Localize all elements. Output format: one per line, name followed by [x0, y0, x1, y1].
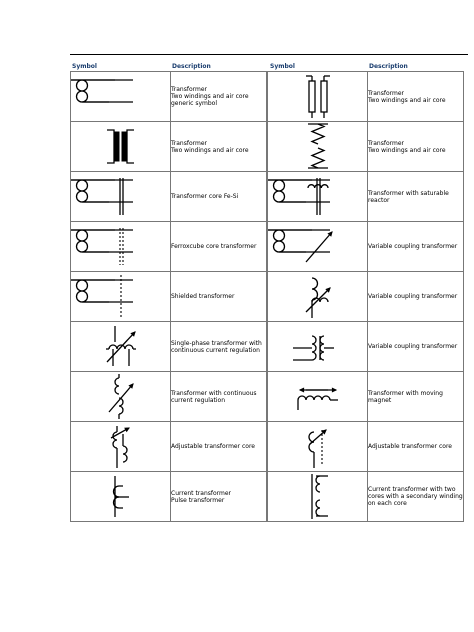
description-line: Transformer with moving	[368, 389, 443, 397]
symbol-cell	[71, 172, 171, 222]
description-line: Two windings and air core	[368, 96, 446, 104]
description-cell	[171, 372, 267, 422]
description-cell	[368, 272, 464, 322]
right-table-row	[268, 372, 464, 422]
right-table-row	[268, 322, 464, 372]
symbol-cell	[268, 72, 368, 122]
description-line: reactor	[368, 196, 390, 204]
symbol-cell	[71, 72, 171, 122]
right-table-row	[268, 472, 464, 522]
left-table-row	[71, 172, 267, 222]
description-line: generic symbol	[171, 100, 218, 107]
description-cell	[171, 472, 267, 522]
variable-coupling-transformer-2-icon	[268, 272, 367, 321]
symbol-cell	[268, 122, 368, 172]
transformer-fe-si-core-icon	[71, 172, 170, 221]
description-cell	[368, 172, 464, 222]
symbol-cell	[71, 272, 171, 322]
current-transformer-two-cores-icon	[268, 472, 367, 521]
right-table-row	[268, 172, 464, 222]
symbol-cell	[71, 422, 171, 472]
description-line: Current transformer with two	[368, 486, 456, 493]
transformer-zigzag-windings-icon	[268, 122, 367, 171]
moving-magnet-transformer-icon	[268, 372, 367, 421]
description-line: magnet	[368, 396, 392, 404]
left-table-row	[71, 472, 267, 522]
right-table-body	[268, 72, 464, 522]
symbol-cell	[268, 322, 368, 372]
right-table-row	[268, 122, 464, 172]
left-table-row	[71, 72, 267, 122]
continuous-current-regulation-icon	[71, 372, 170, 421]
description-cell	[171, 272, 267, 322]
description-cell	[368, 322, 464, 372]
description-cell	[171, 222, 267, 272]
left-table-row	[71, 122, 267, 172]
shielded-transformer-icon	[71, 272, 170, 321]
right-symbol-table	[267, 71, 464, 522]
header-right-symbol: Symbol	[270, 63, 295, 70]
description-line: current regulation	[171, 396, 226, 404]
symbol-cell	[268, 272, 368, 322]
right-table-row	[268, 222, 464, 272]
description-line: Variable coupling transformer	[368, 243, 458, 250]
description-cell	[368, 472, 464, 522]
description-cell	[368, 222, 464, 272]
adjustable-core-icon	[71, 422, 170, 471]
description-line: Transformer	[368, 89, 405, 97]
transformer-air-core-icon	[71, 72, 170, 121]
description-line: Transformer with continuous	[171, 389, 257, 397]
description-line: Current transformer	[171, 489, 232, 497]
description-line: continuous current regulation	[171, 346, 260, 354]
description-line: Adjustable transformer core	[171, 443, 255, 450]
left-symbol-table	[70, 71, 267, 522]
description-line: Variable coupling transformer	[368, 343, 458, 350]
description-line: Two windings and air core	[368, 146, 446, 154]
symbol-cell	[71, 472, 171, 522]
header-left-symbol: Symbol	[72, 63, 97, 70]
current-pulse-transformer-icon	[71, 472, 170, 521]
single-phase-current-regulation-icon	[71, 322, 170, 371]
description-line: Single-phase transformer with	[171, 339, 262, 347]
description-cell	[171, 72, 267, 122]
description-line: Transformer	[171, 139, 208, 147]
description-line: on each core	[368, 500, 407, 507]
description-line: Pulse transformer	[171, 496, 225, 504]
top-rule	[70, 54, 468, 55]
description-line: Ferroxcube core transformer	[171, 243, 257, 250]
description-cell	[171, 422, 267, 472]
adjustable-core-2-icon	[268, 422, 367, 471]
symbol-cell	[71, 222, 171, 272]
left-table-row	[71, 222, 267, 272]
left-table-body	[71, 72, 267, 522]
header-left-description: Description	[172, 63, 211, 70]
right-table-row	[268, 422, 464, 472]
transformer-two-windings-core-icon	[71, 122, 170, 171]
right-table-row	[268, 272, 464, 322]
symbol-cell	[268, 172, 368, 222]
description-cell	[171, 122, 267, 172]
variable-coupling-transformer-icon	[268, 222, 367, 271]
description-cell	[368, 72, 464, 122]
right-table-row	[268, 72, 464, 122]
description-line: Variable coupling transformer	[368, 293, 458, 300]
saturable-reactor-transformer-icon	[268, 172, 367, 221]
description-cell	[368, 422, 464, 472]
symbol-cell	[268, 372, 368, 422]
symbol-cell	[71, 372, 171, 422]
symbol-cell	[71, 322, 171, 372]
description-cell	[368, 372, 464, 422]
symbol-cell	[268, 422, 368, 472]
header-right-description: Description	[369, 63, 408, 70]
description-line: Two windings and air core	[171, 93, 249, 100]
description-line: Transformer	[368, 139, 405, 147]
description-line: Shielded transformer	[171, 293, 235, 300]
description-line: Adjustable transformer core	[368, 443, 452, 450]
description-line: Transformer	[171, 86, 208, 93]
ferroxcube-transformer-icon	[71, 222, 170, 271]
description-cell	[171, 322, 267, 372]
symbol-cell	[268, 472, 368, 522]
description-line: Transformer with saturable	[368, 189, 449, 197]
description-line: cores with a secondary winding	[368, 493, 463, 500]
left-table-row	[71, 372, 267, 422]
left-table-row	[71, 272, 267, 322]
symbol-cell	[71, 122, 171, 172]
description-cell	[368, 122, 464, 172]
description-line: Two windings and air core	[171, 146, 249, 154]
description-cell	[171, 172, 267, 222]
left-table-row	[71, 322, 267, 372]
variable-coupling-transformer-3-icon	[268, 322, 367, 371]
symbol-cell	[268, 222, 368, 272]
left-table-row	[71, 422, 267, 472]
transformer-resistor-windings-icon	[268, 72, 367, 121]
description-line: Transformer core Fe-Si	[171, 193, 239, 200]
